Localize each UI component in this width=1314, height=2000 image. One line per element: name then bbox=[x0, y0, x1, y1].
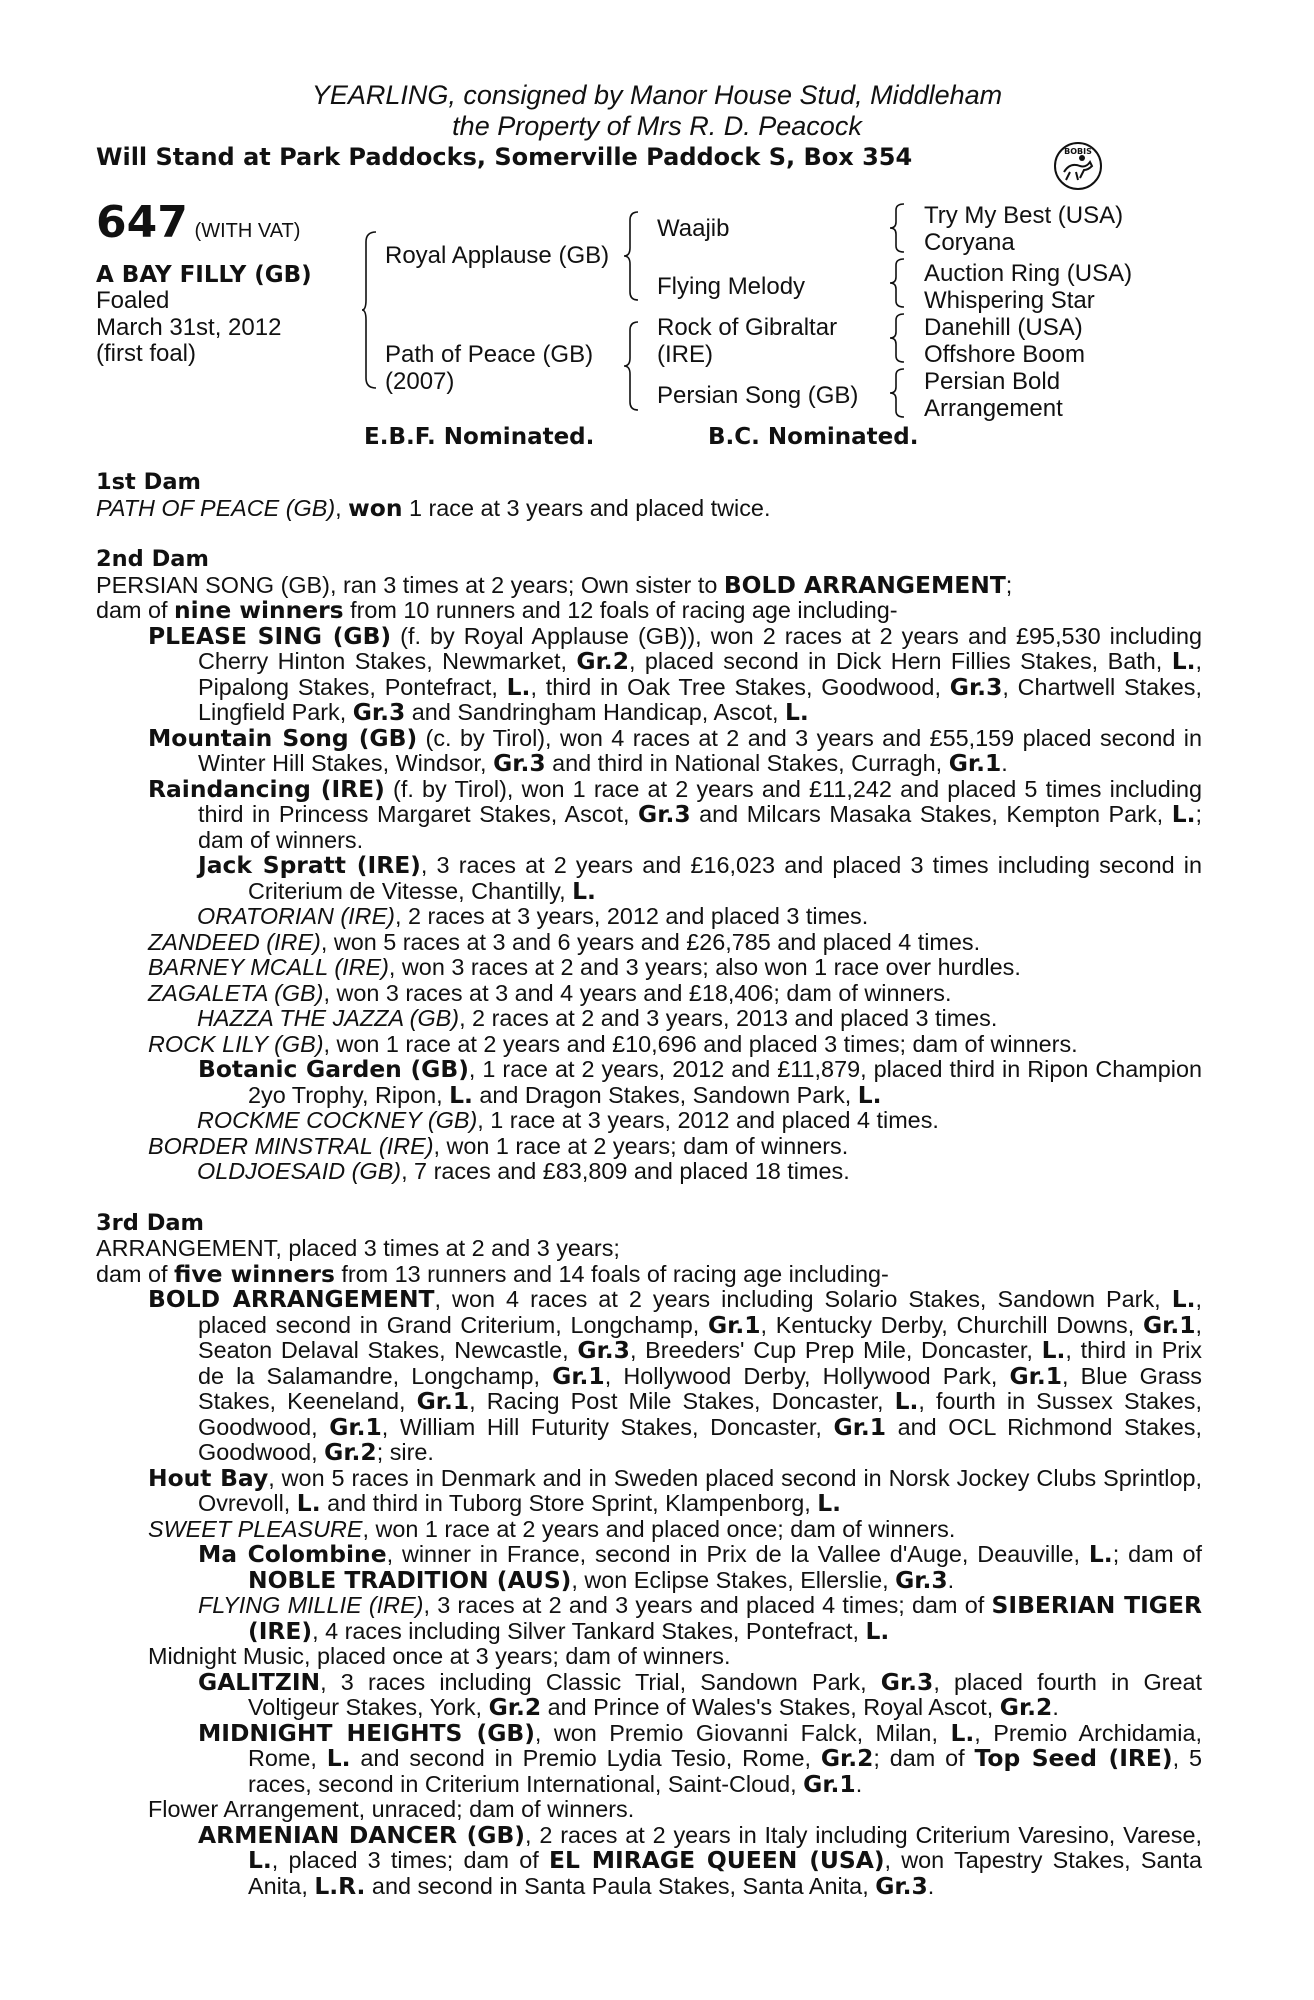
produce-entry: FLYING MILLIE (IRE), 3 races at 2 and 3 years and placed 4 times; dam of SIBERIAN TIGER (IRE), 4 races including Silver Tankard Stakes, Pontefract, L. bbox=[198, 1591, 1202, 1645]
produce-entry: ZAGALETA (GB), won 3 races at 3 and 4 years and £18,406; dam of winners. bbox=[148, 979, 952, 1006]
produce-entry: OLDJOESAID (GB), 7 races and £83,809 and placed 18 times. bbox=[197, 1158, 850, 1184]
produce-entry: Botanic Garden (GB), 1 race at 2 years, 2012 and £11,879, placed third in Ripon Champion 2yo Trophy, Ripon, L. and Dragon Stakes, Sandown Park, L. bbox=[198, 1055, 1203, 1109]
bobis-badge-icon bbox=[1052, 140, 1104, 192]
lot-name: A BAY FILLY (GB) bbox=[96, 262, 312, 288]
produce-entry: ORATORIAN (IRE), 2 races at 3 years, 2012 and placed 3 times. bbox=[197, 903, 869, 929]
pedigree-g3-2: Coryana bbox=[924, 229, 1015, 256]
pedigree-g3-3: Auction Ring (USA) bbox=[924, 260, 1133, 287]
pedigree-sire-sire: Waajib bbox=[657, 215, 730, 242]
pedigree-dam-dam: Persian Song (GB) bbox=[657, 382, 859, 409]
pedigree-brace-3d bbox=[890, 367, 906, 419]
pedigree-g3-8: Arrangement bbox=[924, 395, 1063, 422]
pedigree-g3-4: Whispering Star bbox=[924, 287, 1095, 314]
pedigree-dam-sire-country: (IRE) bbox=[657, 341, 713, 368]
pedigree-dam-sire: Rock of Gibraltar bbox=[657, 314, 838, 341]
badge-label: BOBIS bbox=[1064, 147, 1092, 156]
header-stand: Will Stand at Park Paddocks, Somerville Paddock S, Box 354 bbox=[96, 143, 913, 171]
second-dam-line1: PERSIAN SONG (GB), ran 3 times at 2 years; Own sister to BOLD ARRANGEMENT; bbox=[96, 570, 1013, 599]
pedigree-g3-5: Danehill (USA) bbox=[924, 314, 1083, 341]
lot-number: 647 bbox=[96, 197, 188, 248]
produce-entry: ROCK LILY (GB), won 1 race at 2 years and £10,696 and placed 3 times; dam of winners. bbox=[148, 1030, 1078, 1057]
pedigree-g3-1: Try My Best (USA) bbox=[924, 202, 1124, 229]
produce-entry: MIDNIGHT HEIGHTS (GB), won Premio Giovanni Falck, Milan, L., Premio Archidamia, Rome, L. and second in Premio Lydia Tesio, Rome, Gr.2; dam of Top Seed (IRE), 5 races, second in Criterium International, Saint-Cloud, Gr.1. bbox=[198, 1718, 1203, 1798]
pedigree-brace-1 bbox=[362, 230, 378, 390]
dam-history bbox=[96, 470, 1202, 1899]
pedigree-dam-year: (2007) bbox=[385, 368, 455, 395]
produce-entry: BORDER MINSTRAL (IRE), won 1 race at 2 years; dam of winners. bbox=[148, 1132, 849, 1159]
pedigree-brace-3b bbox=[890, 257, 906, 309]
produce-entry: ZANDEED (IRE), won 5 races at 3 and 6 years and £26,785 and placed 4 times. bbox=[148, 928, 981, 955]
produce-entry: BOLD ARRANGEMENT, won 4 races at 2 years including Solario Stakes, Sandown Park, L., placed second in Grand Criterium, Longchamp, Gr.1, Kentucky Derby, Churchill Downs, Gr.1, Seaton Delaval Stakes, Newcastle, Gr.3, Breeders' Cup Prep Mile, Doncaster, L., third in Prix de la Salamandre, Longchamp, Gr.1, Hollywood Derby, Hollywood Park, Gr.1, Blue Grass Stakes, Keeneland, Gr.1, Racing Post Mile Stakes, Doncaster, L., fourth in Sussex Stakes, Goodwood, Gr.1, William Hill Futurity Stakes, Doncaster, Gr.1 and OCL Richmond Stakes, Goodwood, Gr.2; sire. bbox=[148, 1285, 1202, 1466]
lot-vat: (WITH VAT) bbox=[194, 220, 301, 242]
produce-entry: Raindancing (IRE) (f. by Tirol), won 1 race at 2 years and £11,242 and placed 5 times including third in Princess Margaret Stakes, Ascot, Gr.3 and Milcars Masaka Stakes, Kempton Park, L.; dam of winners. bbox=[148, 774, 1202, 853]
produce-entry: Flower Arrangement, unraced; dam of winners. bbox=[148, 1796, 635, 1822]
first-dam-text: PATH OF PEACE (GB), won 1 race at 3 years and placed twice. bbox=[96, 493, 771, 522]
pedigree-brace-2b bbox=[624, 320, 640, 412]
third-dam-line1: ARRANGEMENT, placed 3 times at 2 and 3 years; bbox=[96, 1235, 620, 1261]
pedigree-sire-dam: Flying Melody bbox=[657, 273, 806, 300]
produce-entry: PLEASE SING (GB) (f. by Royal Applause (GB)), won 2 races at 2 years and £95,530 including Cherry Hinton Stakes, Newmarket, Gr.2, placed second in Dick Hern Fillies Stakes, Bath, L., Pipalong Stakes, Pontefract, L., third in Oak Tree Stakes, Goodwood, Gr.3, Chartwell Stakes, Lingfield Park, Gr.3 and Sandringham Handicap, Ascot, L. bbox=[148, 621, 1203, 726]
header-consignor: YEARLING, consigned by Manor House Stud, Middleham bbox=[311, 80, 1003, 110]
lot-number-line bbox=[96, 197, 301, 248]
produce-entry: Hout Bay, won 5 races in Denmark and in Sweden placed second in Norsk Jockey Clubs Sprintlop, Ovrevoll, L. and third in Tuborg Store Sprint, Klampenborg, L. bbox=[148, 1463, 1202, 1517]
bc-nominated: B.C. Nominated. bbox=[708, 424, 919, 450]
pedigree-brace-2a bbox=[624, 210, 640, 302]
header-property: the Property of Mrs R. D. Peacock bbox=[452, 111, 862, 141]
produce-entry: SWEET PLEASURE, won 1 race at 2 years and placed once; dam of winners. bbox=[148, 1515, 956, 1542]
second-dam-heading: 2nd Dam bbox=[96, 546, 209, 572]
produce-entry: Midnight Music, placed once at 3 years; dam of winners. bbox=[148, 1643, 731, 1669]
produce-entry: Mountain Song (GB) (c. by Tirol), won 4 races at 2 and 3 years and £55,159 placed second in Winter Hill Stakes, Windsor, Gr.3 and third in National Stakes, Curragh, Gr.1. bbox=[148, 723, 1202, 777]
produce-entry: ARMENIAN DANCER (GB), 2 races at 2 years in Italy including Criterium Varesino, Varese, L., placed 3 times; dam of EL MIRAGE QUEEN (USA), won Tapestry Stakes, Santa Anita, L.R. and second in Santa Paula Stakes, Santa Anita, Gr.3. bbox=[198, 1820, 1202, 1900]
produce-entry: ROCKME COCKNEY (GB), 1 race at 3 years, 2012 and placed 4 times. bbox=[197, 1107, 939, 1133]
produce-entry: BARNEY MCALL (IRE), won 3 races at 2 and 3 years; also won 1 race over hurdles. bbox=[148, 954, 1021, 980]
produce-entry: Jack Spratt (IRE), 3 races at 2 years and £16,023 and placed 3 times including second in Criterium de Vitesse, Chantilly, L. bbox=[198, 851, 1202, 905]
produce-entry: GALITZIN, 3 races including Classic Trial, Sandown Park, Gr.3, placed fourth in Great Voltigeur Stakes, York, Gr.2 and Prince of Wales's Stakes, Royal Ascot, Gr.2. bbox=[198, 1667, 1202, 1721]
produce-entry: Ma Colombine, winner in France, second in Prix de la Vallee d'Auge, Deauville, L.; dam of NOBLE TRADITION (AUS), won Eclipse Stakes, Ellerslie, Gr.3. bbox=[198, 1540, 1202, 1594]
pedigree-brace-3a bbox=[890, 202, 906, 254]
second-dam-line2: dam of nine winners from 10 runners and 12 foals of racing age including- bbox=[96, 596, 898, 624]
pedigree-g3-7: Persian Bold bbox=[924, 368, 1061, 395]
first-dam-heading: 1st Dam bbox=[96, 469, 201, 495]
produce-entry: HAZZA THE JAZZA (GB), 2 races at 2 and 3 years, 2013 and placed 3 times. bbox=[197, 1005, 998, 1031]
lot-foaled-label: Foaled bbox=[96, 287, 170, 314]
lot-note: (first foal) bbox=[96, 340, 197, 367]
third-dam-heading: 3rd Dam bbox=[96, 1209, 204, 1236]
pedigree-g3-6: Offshore Boom bbox=[924, 341, 1085, 368]
lot-foaled-date: March 31st, 2012 bbox=[96, 314, 282, 341]
third-dam-line2: dam of five winners from 13 runners and 14 foals of racing age including- bbox=[96, 1259, 889, 1288]
pedigree-brace-3c bbox=[890, 312, 906, 364]
ebf-nominated: E.B.F. Nominated. bbox=[364, 424, 595, 450]
pedigree-dam: Path of Peace (GB) bbox=[385, 341, 594, 368]
pedigree-sire: Royal Applause (GB) bbox=[385, 242, 610, 269]
